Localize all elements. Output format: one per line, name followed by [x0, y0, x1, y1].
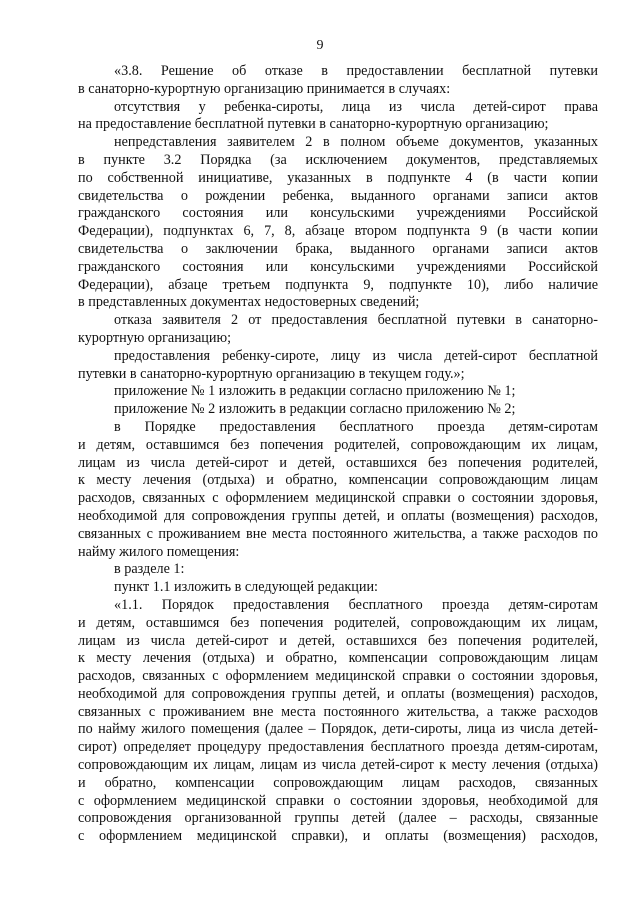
text-line: расходов, связанных с оформлением медицинской справки о состоянии здоровья, [78, 668, 598, 685]
text-line: «3.8. Решение об отказе в предоставлении бесплатной путевки [114, 63, 598, 79]
text-line: приложение № 2 изложить в редакции согласно приложению № 2; [114, 401, 516, 418]
text-line: непредставления заявителем 2 в полном объеме документов, указанных [114, 134, 598, 151]
text-line: на предоставление бесплатной путевки в санаторно-курортную организацию; [78, 116, 549, 133]
text-line: Федерации), подпунктах 6, 7, 8, абзаце втором подпункта 9 (в части копии [78, 223, 598, 240]
text-line: в пункте 3.2 Порядка (за исключением документов, представляемых [78, 151, 598, 168]
text-line: в Порядке предоставления бесплатного проезда детям-сиротам [114, 418, 598, 435]
text-line: отказа заявителя 2 от предоставления бесплатной путевки в санаторно- [114, 312, 598, 329]
text-line: лицам из числа детей-сирот и детей, оставшихся без попечения родителей, [78, 632, 598, 649]
text-line: сирот) определяет процедуру предоставления бесплатного проезда детям-сиротам, [78, 739, 598, 756]
text-line: и детям, оставшимся без попечения родителей, сопровождающим их лицам, [78, 436, 598, 453]
text-line: курортную организацию; [78, 329, 232, 346]
text-line: гражданского состояния или консульскими учреждениями Российской [78, 205, 598, 222]
text-line: «1.1. Порядок предоставления бесплатного проезда детям-сиротам [114, 596, 598, 613]
text-line: по найму жилого помещения (далее – Порядок, дети-сироты, лица из числа детей- [78, 721, 598, 738]
text-line: Федерации), абзаце третьем подпункта 9, подпункте 10), либо наличие [78, 276, 598, 293]
text-line: отсутствия у ребенка-сироты, лица из числа детей-сирот права [114, 98, 598, 115]
page-number: 9 [316, 38, 324, 53]
text-line: и обратно, компенсации сопровождающим лицам расходов, связанных [78, 774, 598, 791]
text-line: гражданского состояния или консульскими учреждениями Российской [78, 258, 598, 275]
text-line: сопровождающим их лицам, лицам из числа детей-сирот к месту лечения (отдыха) [78, 757, 598, 774]
text-line: в представленных документах недостоверных сведений; [78, 294, 420, 311]
text-line: расходов, связанных с оформлением медицинской справки о состоянии здоровья, [78, 490, 598, 507]
text-line: к месту лечения (отдыха) и обратно, компенсации сопровождающим лицам [78, 472, 598, 489]
text-line: по собственной инициативе, указанных в подпункте 4 (в части копии [78, 169, 598, 186]
text-line: необходимой для сопровождения группы детей, и оплаты (возмещения) расходов, [78, 507, 598, 524]
text-line: с оформлением медицинской справки о состоянии здоровья, необходимой для [78, 792, 598, 809]
text-line: путевки в санаторно-курортную организацию в текущем году.»; [78, 365, 465, 382]
text-line: сопровождения организованной группы детей (далее – расходы, связанные [78, 810, 598, 827]
text-line: необходимой для сопровождения группы детей, и оплаты (возмещения) расходов, [78, 685, 598, 702]
text-line: предоставления ребенку-сироте, лицу из числа детей-сирот бесплатной [114, 347, 598, 364]
text-line: и детям, оставшимся без попечения родителей, сопровождающим их лицам, [78, 614, 598, 631]
text-line: связанных с проживанием вне места постоянного жительства, а также расходов по [78, 525, 598, 542]
text-line: приложение № 1 изложить в редакции согласно приложению № 1; [114, 383, 516, 400]
text-line: в разделе 1: [114, 561, 185, 578]
text-line: связанных с проживанием вне места постоянного жительства, а также расходов [78, 703, 598, 720]
text-line: пункт 1.1 изложить в следующей редакции: [114, 579, 378, 596]
text-line: найму жилого помещения: [78, 543, 240, 560]
text-line: свидетельства о заключении брака, выданного органами записи актов [78, 240, 598, 257]
text-line: с оформлением медицинской справки), и оплаты (возмещения) расходов, [78, 828, 598, 845]
text-line: к месту лечения (отдыха) и обратно, компенсации сопровождающим лицам [78, 650, 598, 667]
document-body [78, 63, 598, 846]
text-line: лицам из числа детей-сирот и детей, оставшихся без попечения родителей, [78, 454, 598, 471]
text-line: в санаторно-курортную организацию принимается в случаях: [78, 80, 451, 97]
text-line: свидетельства о рождении ребенка, выданного органами записи актов [78, 187, 598, 204]
